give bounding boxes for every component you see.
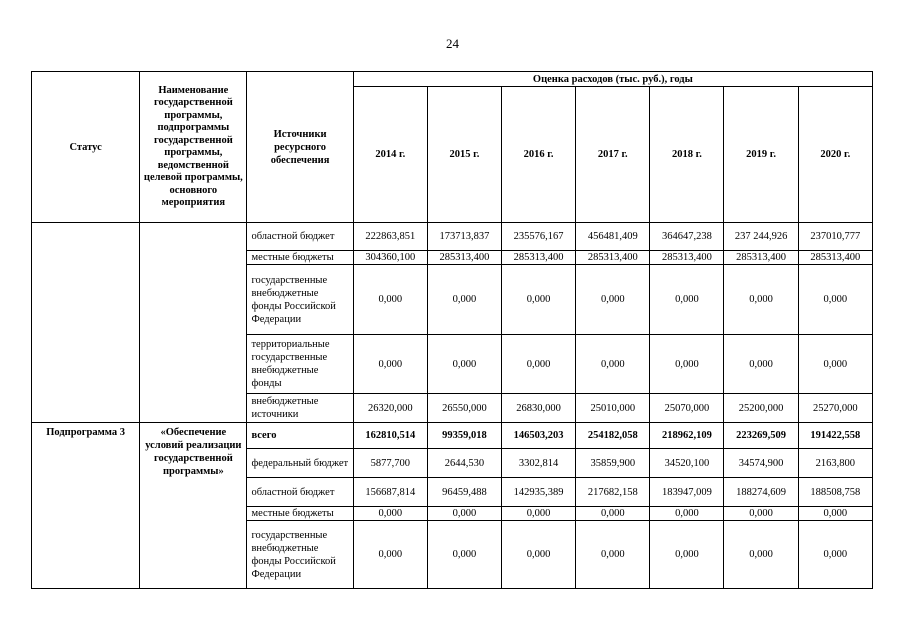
name-cell-empty (140, 223, 247, 423)
value-cell: 188508,758 (798, 478, 872, 507)
value-cell: 0,000 (353, 265, 427, 335)
value-cell: 235576,167 (502, 223, 576, 251)
value-cell: 0,000 (724, 507, 798, 521)
value-cell: 237010,777 (798, 223, 872, 251)
value-cell: 162810,514 (353, 423, 427, 449)
value-cell: 0,000 (798, 521, 872, 589)
value-cell: 2163,800 (798, 449, 872, 478)
resource-table (31, 71, 873, 589)
value-cell: 218962,109 (650, 423, 724, 449)
value-cell: 26550,000 (427, 394, 501, 423)
value-cell: 0,000 (650, 335, 724, 394)
value-cell: 0,000 (650, 265, 724, 335)
header-status: Статус (32, 72, 140, 223)
source-label: федеральный бюджет (247, 449, 353, 478)
header-sources: Источники ресурсного обеспечения (247, 72, 353, 223)
value-cell: 183947,009 (650, 478, 724, 507)
value-cell: 0,000 (724, 265, 798, 335)
value-cell: 0,000 (427, 507, 501, 521)
value-cell: 0,000 (724, 521, 798, 589)
value-cell: 0,000 (724, 335, 798, 394)
value-cell: 3302,814 (502, 449, 576, 478)
value-cell: 0,000 (427, 265, 501, 335)
value-cell: 25270,000 (798, 394, 872, 423)
value-cell: 2644,530 (427, 449, 501, 478)
source-label: территориальные государственные внебюджетные фонды (247, 335, 353, 394)
header-year: 2016 г. (502, 87, 576, 223)
value-cell: 26830,000 (502, 394, 576, 423)
page-number: 24 (446, 36, 459, 51)
header-year: 2017 г. (576, 87, 650, 223)
value-cell: 0,000 (502, 265, 576, 335)
table-row (32, 223, 873, 251)
header-year: 2014 г. (353, 87, 427, 223)
value-cell: 5877,700 (353, 449, 427, 478)
value-cell: 285313,400 (650, 251, 724, 265)
value-cell: 222863,851 (353, 223, 427, 251)
value-cell: 285313,400 (798, 251, 872, 265)
source-label: местные бюджеты (247, 507, 353, 521)
value-cell: 188274,609 (724, 478, 798, 507)
value-cell: 0,000 (502, 521, 576, 589)
value-cell: 96459,488 (427, 478, 501, 507)
source-label: государственные внебюджетные фонды Российской Федерации (247, 265, 353, 335)
value-cell: 254182,058 (576, 423, 650, 449)
value-cell: 0,000 (502, 335, 576, 394)
value-cell: 0,000 (353, 335, 427, 394)
value-cell: 173713,837 (427, 223, 501, 251)
value-cell: 285313,400 (724, 251, 798, 265)
header-name: Наименование государственной программы, подпрограммы государственной программы, ведомственной целевой программы, основного мероприятия (140, 72, 247, 223)
value-cell: 217682,158 (576, 478, 650, 507)
value-cell: 25200,000 (724, 394, 798, 423)
value-cell: 0,000 (353, 507, 427, 521)
value-cell: 0,000 (650, 507, 724, 521)
source-label: областной бюджет (247, 478, 353, 507)
value-cell: 0,000 (576, 335, 650, 394)
value-cell: 0,000 (576, 265, 650, 335)
header-year: 2018 г. (650, 87, 724, 223)
value-cell: 0,000 (502, 507, 576, 521)
header-year: 2015 г. (427, 87, 501, 223)
source-label: областной бюджет (247, 223, 353, 251)
value-cell: 456481,409 (576, 223, 650, 251)
value-cell: 0,000 (427, 335, 501, 394)
status-cell: Подпрограмма 3 (32, 423, 140, 589)
value-cell: 0,000 (798, 335, 872, 394)
source-label: местные бюджеты (247, 251, 353, 265)
table-row (32, 423, 873, 449)
value-cell: 0,000 (427, 521, 501, 589)
source-label: внебюджетные источники (247, 394, 353, 423)
value-cell: 26320,000 (353, 394, 427, 423)
value-cell: 285313,400 (576, 251, 650, 265)
value-cell: 304360,100 (353, 251, 427, 265)
value-cell: 0,000 (798, 507, 872, 521)
source-label: всего (247, 423, 353, 449)
value-cell: 285313,400 (427, 251, 501, 265)
value-cell: 34520,100 (650, 449, 724, 478)
value-cell: 0,000 (798, 265, 872, 335)
program-name-cell: «Обеспечение условий реализации государственной программы» (140, 423, 247, 589)
value-cell: 99359,018 (427, 423, 501, 449)
value-cell: 223269,509 (724, 423, 798, 449)
value-cell: 35859,900 (576, 449, 650, 478)
value-cell: 146503,203 (502, 423, 576, 449)
value-cell: 0,000 (650, 521, 724, 589)
value-cell: 25070,000 (650, 394, 724, 423)
header-estimate: Оценка расходов (тыс. руб.), годы (353, 72, 872, 87)
value-cell: 0,000 (576, 521, 650, 589)
value-cell: 191422,558 (798, 423, 872, 449)
value-cell: 142935,389 (502, 478, 576, 507)
value-cell: 0,000 (576, 507, 650, 521)
value-cell: 0,000 (353, 521, 427, 589)
source-label: государственные внебюджетные фонды Российской Федерации (247, 521, 353, 589)
header-year: 2020 г. (798, 87, 872, 223)
value-cell: 364647,238 (650, 223, 724, 251)
value-cell: 156687,814 (353, 478, 427, 507)
value-cell: 34574,900 (724, 449, 798, 478)
value-cell: 237 244,926 (724, 223, 798, 251)
header-year: 2019 г. (724, 87, 798, 223)
value-cell: 285313,400 (502, 251, 576, 265)
value-cell: 25010,000 (576, 394, 650, 423)
status-cell-empty (32, 223, 140, 423)
